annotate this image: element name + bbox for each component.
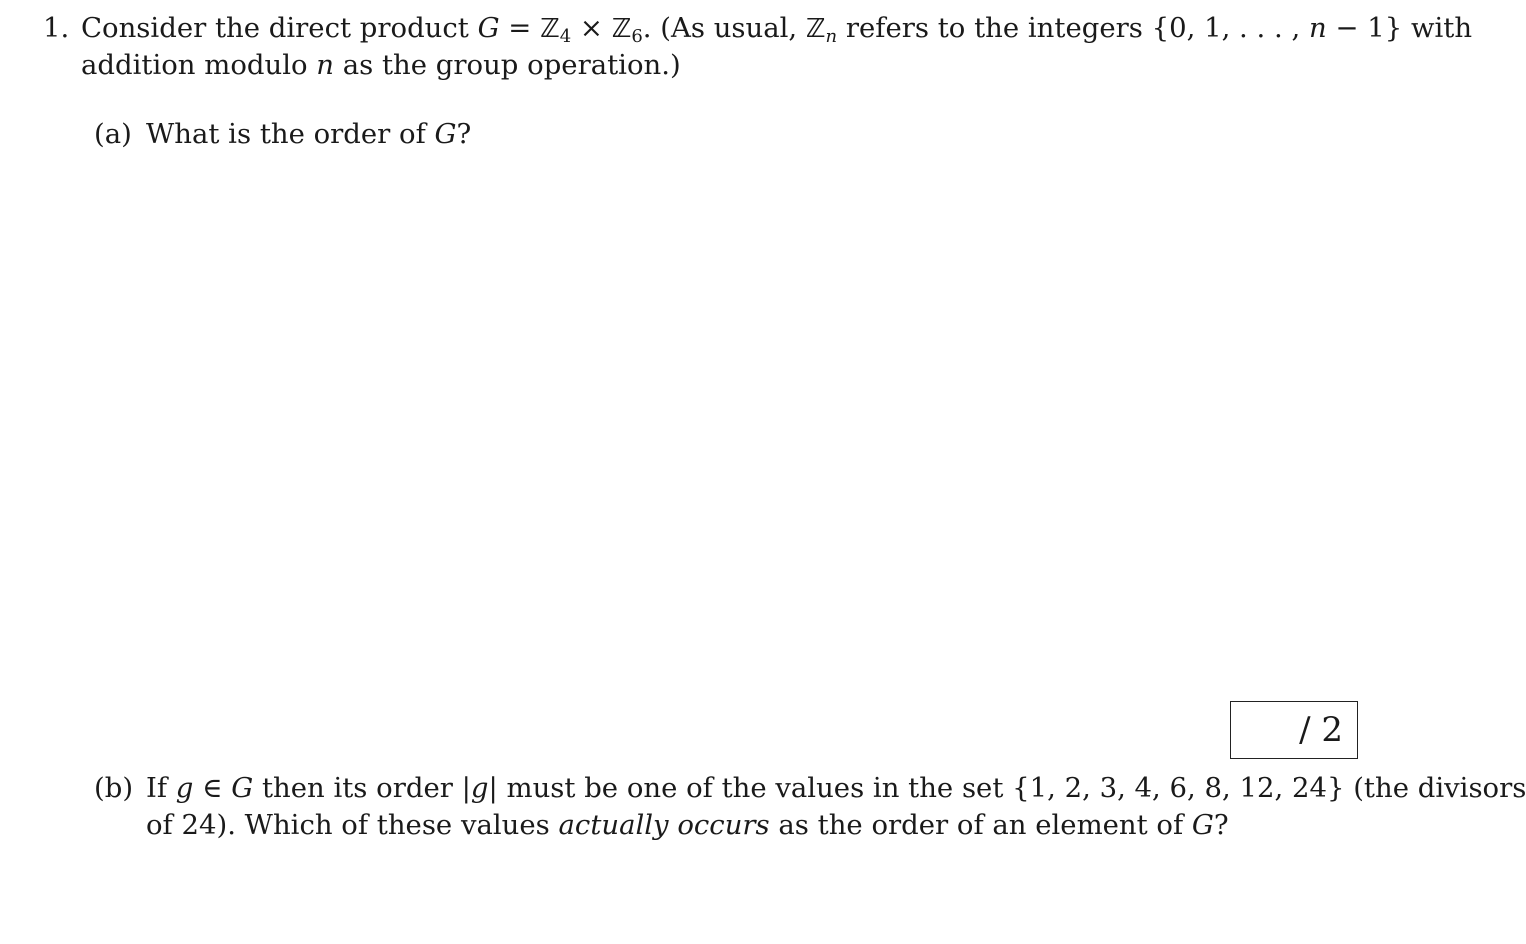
- question-line-1: [81, 10, 1473, 48]
- question-number: 1.: [43, 12, 70, 44]
- part-b-line-2: of 24). Which of these values actually occurs as the order of an element of G?: [146, 809, 1229, 841]
- score-box[interactable]: [1230, 701, 1358, 759]
- part-b-line-1: [146, 770, 1526, 807]
- question-line-1-part-1: Consider the direct product G = ℤ$_4$ × ℤ$_6$. (As usual, ℤ$_n$ refers to the integers {0, 1, . . . , n − 1} with: [81, 12, 1473, 47]
- question-line-2: addition modulo n as the group operation.): [81, 49, 681, 81]
- score-text: / 2: [1299, 710, 1343, 750]
- part-b-line-1-text: If g ∈ G then its order |g| must be one of the values in the set {1, 2, 3, 4, 6, 8, 12, 24} (the divisors: [146, 772, 1526, 804]
- part-a-text: What is the order of G?: [146, 118, 472, 150]
- emphasis-text: actually occurs: [558, 809, 770, 841]
- part-b-label: (b): [94, 772, 134, 804]
- part-a-label: (a): [94, 118, 132, 150]
